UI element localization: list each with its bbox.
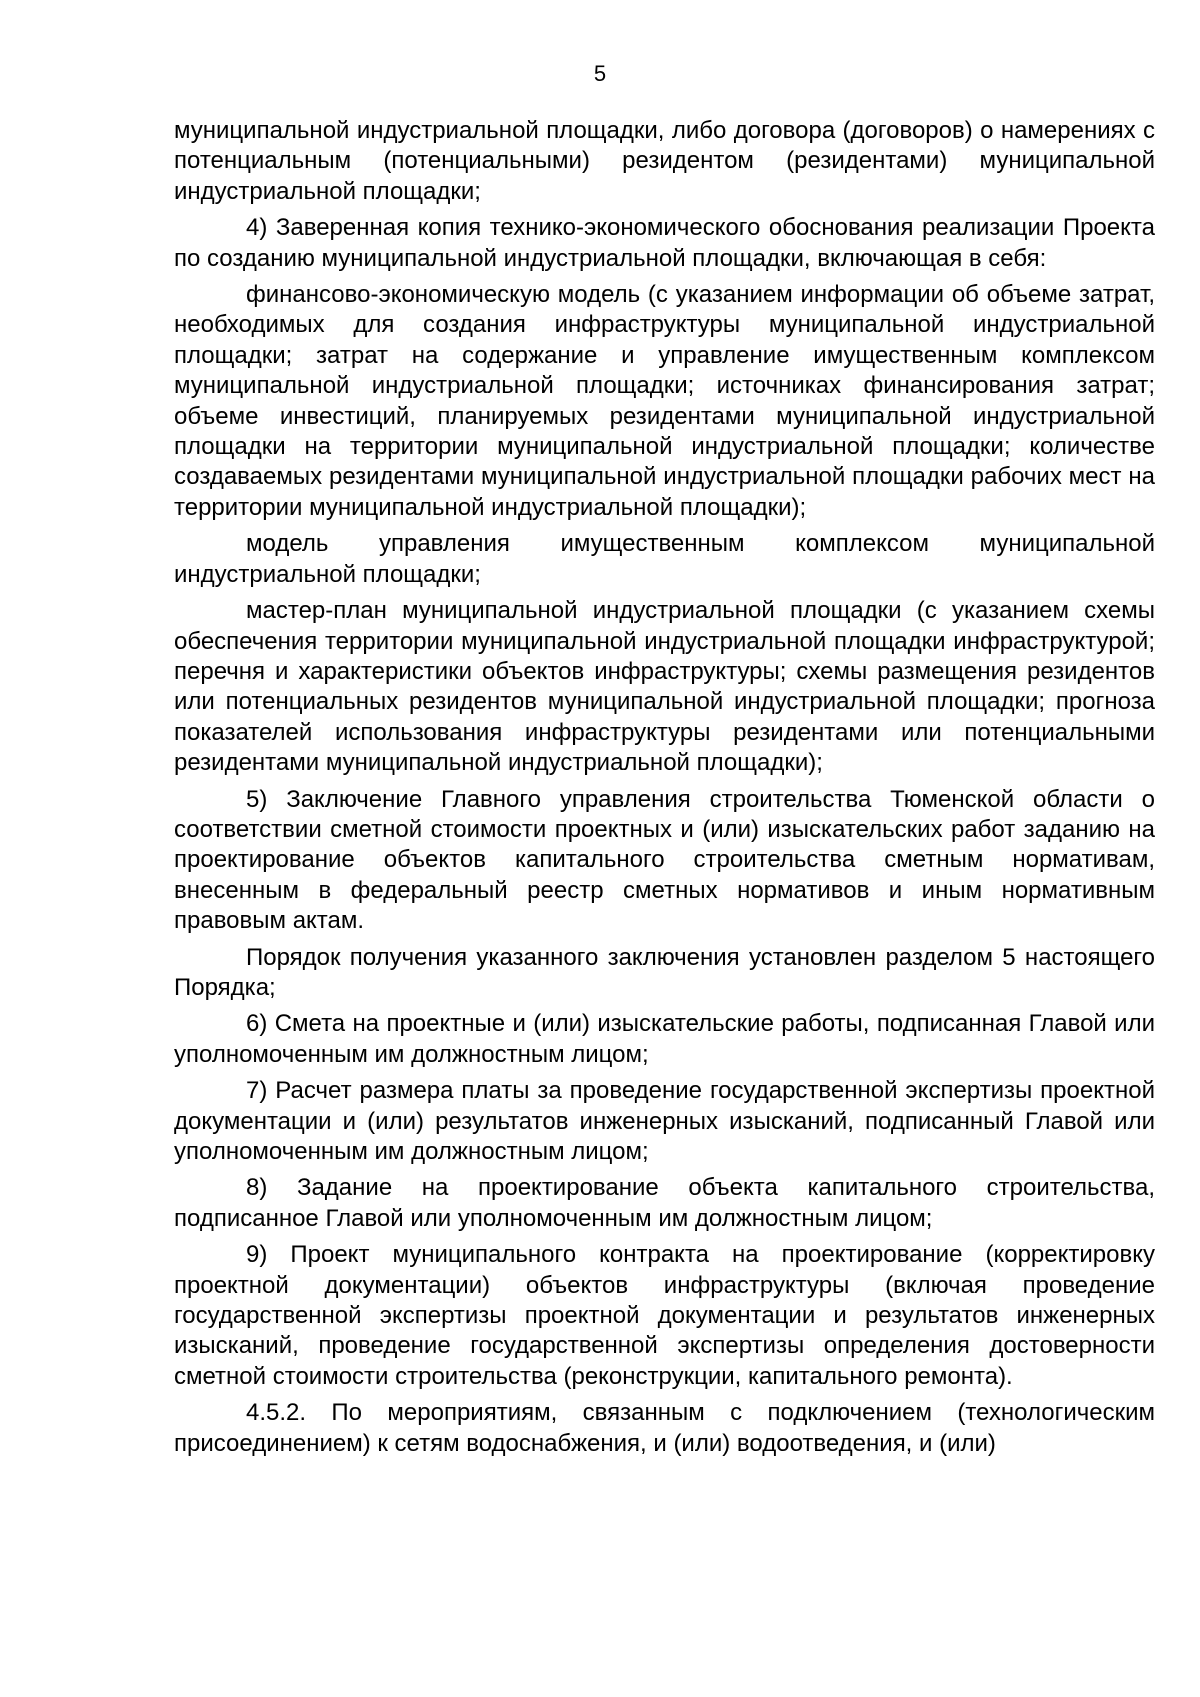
page-number: 5	[593, 61, 607, 86]
paragraph-item-7: 7) Расчет размера платы за проведение государственной экспертизы проектной документации и (или) результатов инженерных изысканий, подписанный Главой или уполномоченным им должностным лицом;	[174, 1077, 1155, 1165]
paragraph-item-5: 5) Заключение Главного управления строительства Тюменской области о соответствии сметной стоимости проектных и (или) изыскательских работ заданию на проектирование объектов капитального строительства сметным нормативам, внесенным в федеральный реестр сметных нормативов и иным нормативным правовым актам.	[174, 785, 1155, 935]
paragraph-item-6: 6) Смета на проектные и (или) изыскательские работы, подписанная Главой или уполномоченным им должностным лицом;	[174, 1010, 1155, 1068]
paragraph-financial-model: финансово-экономическую модель (с указанием информации об объеме затрат, необходимых для создания инфраструктуры муниципальной индустриальной площадки; затрат на содержание и управление имущественным комплексом муниципальной индустриальной площадки; источниках финансирования затрат; объеме инвестиций, планируемых резидентами муниципальной индустриальной площадки на территории муниципальной индустриальной площадки; количестве создаваемых резидентами муниципальной индустриальной площадки рабочих мест на территории муниципальной индустриальной площадки);	[174, 281, 1155, 521]
paragraph-continuation: муниципальной индустриальной площадки, либо договора (договоров) о намерениях с потенциальным (потенциальными) резидентом (резидентами) муниципальной индустриальной площадки;	[174, 117, 1155, 205]
paragraph-management-model: модель управления имущественным комплексом муниципальной индустриальной площадки;	[174, 530, 1155, 588]
paragraph-procedure: Порядок получения указанного заключения установлен разделом 5 настоящего Порядка;	[174, 943, 1155, 1001]
paragraph-section-4-5-2: 4.5.2. По мероприятиям, связанным с подключением (технологическим присоединением) к сетям водоснабжения, и (или) водоотведения, и (или)	[174, 1399, 1155, 1457]
paragraph-master-plan: мастер-план муниципальной индустриальной площадки (с указанием схемы обеспечения территории муниципальной индустриальной площадки инфраструктурой; перечня и характеристики объектов инфраструктуры; схемы размещения резидентов или потенциальных резидентов муниципальной индустриальной площадки; прогноза показателей использования инфраструктуры резидентами или потенциальными резидентами муниципальной индустриальной площадки);	[174, 597, 1155, 777]
paragraph-item-9: 9) Проект муниципального контракта на проектирование (корректировку проектной документации) объектов инфраструктуры (включая проведение государственной экспертизы проектной документации и результатов инженерных изысканий, проведение государственной экспертизы определения достоверности сметной стоимости строительства (реконструкции, капитального ремонта).	[174, 1241, 1155, 1390]
paragraph-item-8: 8) Задание на проектирование объекта капитального строительства, подписанное Главой или уполномоченным им должностным лицом;	[174, 1174, 1155, 1232]
paragraph-item-4: 4) Заверенная копия технико-экономического обоснования реализации Проекта по созданию муниципальной индустриальной площадки, включающая в себя:	[174, 214, 1155, 272]
document-body	[174, 116, 1155, 1465]
